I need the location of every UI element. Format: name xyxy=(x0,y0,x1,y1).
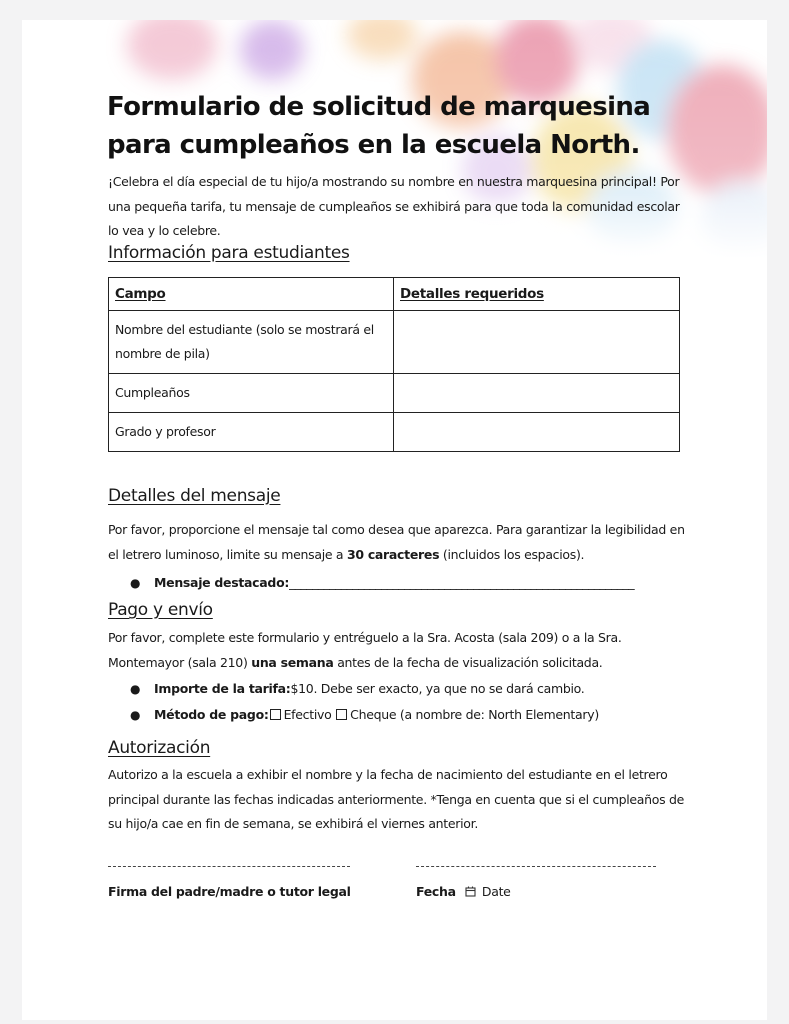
authorization-text: Autorizo a la escuela a exhibir el nombre y la fecha de nacimiento del estudiante en el letrero principal durante las fechas indicadas anteriormente. *Tenga en cuenta que si el cumpleaños de su hijo/a cae en fin de semana, se exhibirá el viernes anterior. xyxy=(108,767,685,831)
student-name-label: Nombre del estudiante (solo se mostrará el nombre de pila) xyxy=(109,311,394,374)
check-option-label: Cheque (a nombre de: North Elementary) xyxy=(350,707,599,722)
featured-message-line[interactable]: ____________________________________________________________ xyxy=(289,575,635,590)
document-page xyxy=(22,20,767,1020)
intro-text: ¡Celebra el día especial de tu hijo/a mostrando su nombre en nuestra marquesina principal! Por una pequeña tarifa, tu mensaje de cumpleaños se exhibirá para que toda la comunidad escolar lo vea y lo celebre. xyxy=(108,174,680,238)
payment-instructions: Por favor, complete este formulario y entréguelo a la Sra. Acosta (sala 209) o a la Sra. Montemayor (sala 210) una semana antes de la fecha de visualización solicitada. xyxy=(108,630,622,670)
cash-checkbox[interactable] xyxy=(270,709,281,720)
student-info-heading: Información para estudiantes xyxy=(108,243,350,263)
form-title: Formulario de solicitud de marquesina para cumpleaños en la escuela North. xyxy=(107,92,651,160)
table-row xyxy=(109,374,680,413)
bullet-icon: ● xyxy=(130,682,141,696)
payment-method-label: Método de pago: xyxy=(154,707,269,722)
signature-line[interactable] xyxy=(108,866,350,867)
payment-method-item xyxy=(130,705,690,725)
calendar-icon xyxy=(465,886,476,897)
authorization-heading: Autorización xyxy=(108,738,211,758)
bullet-icon: ● xyxy=(130,708,141,722)
featured-message-label: Mensaje destacado: xyxy=(154,575,290,590)
date-label-group xyxy=(416,884,511,899)
table-row xyxy=(109,311,680,374)
cash-option-label: Efectivo xyxy=(283,707,332,722)
fee-value: $10 xyxy=(290,681,314,696)
birthday-input-cell[interactable] xyxy=(394,374,680,413)
bullet-icon: ● xyxy=(130,576,141,590)
message-instructions: Por favor, proporcione el mensaje tal como desea que aparezca. Para garantizar la legibilidad en el letrero luminoso, limite su mensaje a 30 caracteres (incluidos los espacios). xyxy=(108,522,685,562)
date-label: Fecha xyxy=(416,884,456,899)
fee-item xyxy=(130,679,690,699)
fee-note: . Debe ser exacto, ya que no se dará cambio. xyxy=(313,681,585,696)
signature-label: Firma del padre/madre o tutor legal xyxy=(108,884,351,899)
fee-label: Importe de la tarifa: xyxy=(154,681,291,696)
payment-heading: Pago y envío xyxy=(108,600,213,620)
date-line[interactable] xyxy=(416,866,656,867)
table-header-row xyxy=(109,278,680,311)
date-placeholder[interactable]: Date xyxy=(481,884,511,899)
message-details-heading: Detalles del mensaje xyxy=(108,486,281,506)
table-header-field: Campo xyxy=(109,278,394,311)
student-info-table xyxy=(108,277,680,452)
grade-teacher-input-cell[interactable] xyxy=(394,413,680,452)
birthday-label: Cumpleaños xyxy=(109,374,394,413)
table-row xyxy=(109,413,680,452)
table-header-details: Detalles requeridos xyxy=(394,278,680,311)
student-name-input-cell[interactable] xyxy=(394,311,680,374)
featured-message-item xyxy=(130,573,690,593)
check-checkbox[interactable] xyxy=(336,709,347,720)
grade-teacher-label: Grado y profesor xyxy=(109,413,394,452)
